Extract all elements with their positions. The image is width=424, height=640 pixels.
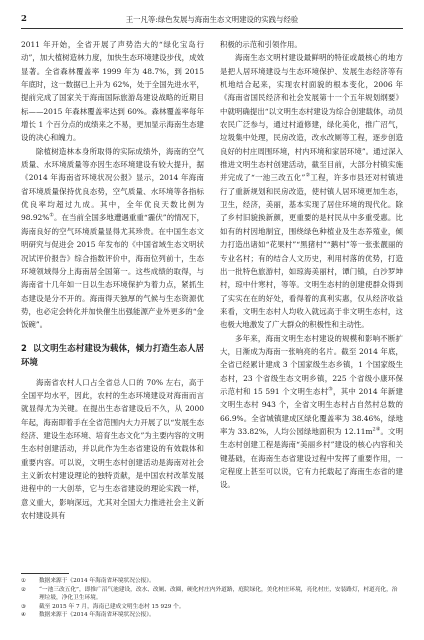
- footnote-text: “一池三改五化”，即推广沼气池建设，改水、改厕、改圈，硬化村庄内外道路，庭院绿化，美化村庄环境，亮化村庄，安装路灯，村道亮化，治理垃圾，净化卫生环境。: [39, 586, 398, 602]
- footnote-rule: [21, 573, 69, 574]
- footnote: [21, 603, 403, 612]
- page-number: 2: [21, 14, 27, 24]
- paragraph: 海南生态文明村建设最鲜明的特征或最核心的地方是把人居环境建设与生态环境保护、发展生态经济等有机地结合起来，实现农村面貌的根本变化，2006 年《海南省国民经济和社会发展第十一个五年规划纲要》中就明确提出“以文明生态村建设为综合创建载体，动员农民广泛参与，通过村道修建，绿化美化，推广沼气，垃圾集中处理，民房改造，改水改厕等工程，逐步创造良好的村庄周围环境，村内环境和家居环境”。通过深入推进文明生态村创建活动，截至目前，大部分村镇实施并完成了“一池三改五化”②工程，许多市县还对村镇进行了重新规划和民房改造，使村镇人居环境更加生态，卫生，经济，美丽，基本实现了居住环境的现代化。除了乡村旧貌换新颜，更重要的是村民从中多重受惠。比如有的村因地制宜，围绕绿色种植业及生态养殖业，倾力打造出诸如“花果村”“黑猪村”“鹅村”等一张张靓丽的专业名村；有的结合人文历史，利用村落的优势，打造出一批特色旅游村，如琼海美丽村，谭门镇，白沙罗坤村，琼中什寒村，等等。文明生态村的创建使群众得到了实实在在的好处，看得着的真利实惠，仅从经济收益来看，文明生态村人均收入就远高于非文明生态村，这也极大地激发了广大群众的积极性和主动性。: [220, 53, 404, 330]
- footnote-ref[interactable]: ①: [49, 212, 54, 219]
- paragraph: 积极的示范和引领作用。: [220, 40, 302, 49]
- footnote-mark: ④: [21, 612, 27, 619]
- footnote: [21, 586, 403, 603]
- left-column: [21, 38, 204, 522]
- paragraph: 2011 年开始，全省开展了声势浩大的“绿化宝岛行动”，加大植树造林力度，加快生态环境建设步伐，成效显著。全省森林覆盖率 1999 年为 48.7%，到 2015 年底时，这一数据已上升为 62%，处于全国先进水平，提前完成了国家关于海南国际旅游岛建设战略的近期目标——2015 年森林覆盖率达到 60%。森林覆盖率每年增长 1 个百分点的成绩来之不易，更加显示海南生态建设的决心和魄力。: [21, 40, 204, 143]
- section-heading: [21, 341, 204, 369]
- footnote-ref[interactable]: ②: [305, 172, 311, 179]
- footnote-mark: ②: [21, 586, 27, 593]
- footnotes: [21, 577, 403, 620]
- paragraph: 多年来，海南文明生态村建设的规模和影响不断扩大，日渐成为海南一张响亮的名片。截至 2014 年底，全省已经累计建成 3 个国家级生态乡镇，1 个国家级生态村，23 个省级生态文明乡镇，225 个省级小康环保示范村和 15 591 个文明生态村③，其中 2014 年新建文明生态村 943 个，全省文明生态村占自然村总数的 66.9%。全省城镇建成区绿化覆盖率为 38.46%，绿地率为 33.82%，人均公园绿地面积为 $12.11m^{2④}$。文明生态村创建工程是海南“美丽乡村”建设的核心内容和关键基础，在海南生态省建设过程中发挥了重要作用，一定程度上甚至可以说，它有力托载起了海南生态省的建设。: [220, 333, 404, 490]
- footnote-mark: ③: [21, 603, 27, 610]
- paragraph: 除植树造林本身所取得的实际成绩外，海南的空气质量、水环境质量等亦因生态环境建设有较大提升，据《2014 年海南省环境状况公报》显示，2014 年海南省环境质量保持优良态势，空气质量、水环境等各指标优良率均超过九成。其中，全年优良天数比例为 98.92%①。在当前全国多地遭遇重重“霾伏”的情况下，海南良好的空气环境质量显得尤其珍贵。在中国生态文明研究与促进会 2015 年发布的《中国省域生态文明状况试评价报告》综合指数评价中，海南位列前十，生态环境领域得分上海南居全国第一。这些成绩的取得，与海南省十几年如一日以生态环境保护为着力点，紧抓生态建设是分不开的。海南得天独厚的气候与生态资源优势，也必定会转化并加快催生出强能源产业外更多的“金饭碗”。: [21, 146, 205, 330]
- paragraph: 海南省农村人口占全省总人口的 70% 左右，高于全国平均水平，因此，农村的生态环境建设对海南而言就显得尤为关键。在提出生态省建设后不久，从 2000 年起，海南即着手在全省范围内大力开展了以“发展生态经济、建设生态环境、培育生态文化”为主要内容的文明生态村创建活动，并以此作为生态省建设的有效载体和重要内容。可以说，文明生态村创建活动是海南对社会主义新农村建设理论的独特贡献，是中国农村改革发展进程中的一大创举，它与生态省建设的理论实践一样，意义重大，影响深远，尤其对全国大力推进社会主义新农村建设具有: [21, 377, 204, 520]
- footnote-ref[interactable]: 2④: [372, 426, 381, 433]
- section-number: 2: [21, 342, 27, 353]
- running-head: 王一凡等:绿色发展与海南生态文明建设的实践与经验: [125, 15, 299, 24]
- footnote-mark: ①: [21, 578, 27, 584]
- footnote-text: 截至 2015 年 7 月，海南已建成文明生态村 15 929 个。: [39, 603, 185, 610]
- header-rule: [21, 28, 403, 29]
- footnote: [21, 611, 403, 620]
- footnote-text: 数据来源于《2014 年海南省环境状况公报》。: [39, 578, 155, 584]
- footnote: [21, 577, 403, 586]
- footnote-text: 数据来源于《2014 年海南省环境状况公报》。: [39, 612, 155, 619]
- section-title: 以文明生态村建设为载体，倾力打造生态人居环境: [21, 342, 204, 367]
- footnote-ref[interactable]: ③: [328, 386, 334, 393]
- right-column: [220, 38, 403, 492]
